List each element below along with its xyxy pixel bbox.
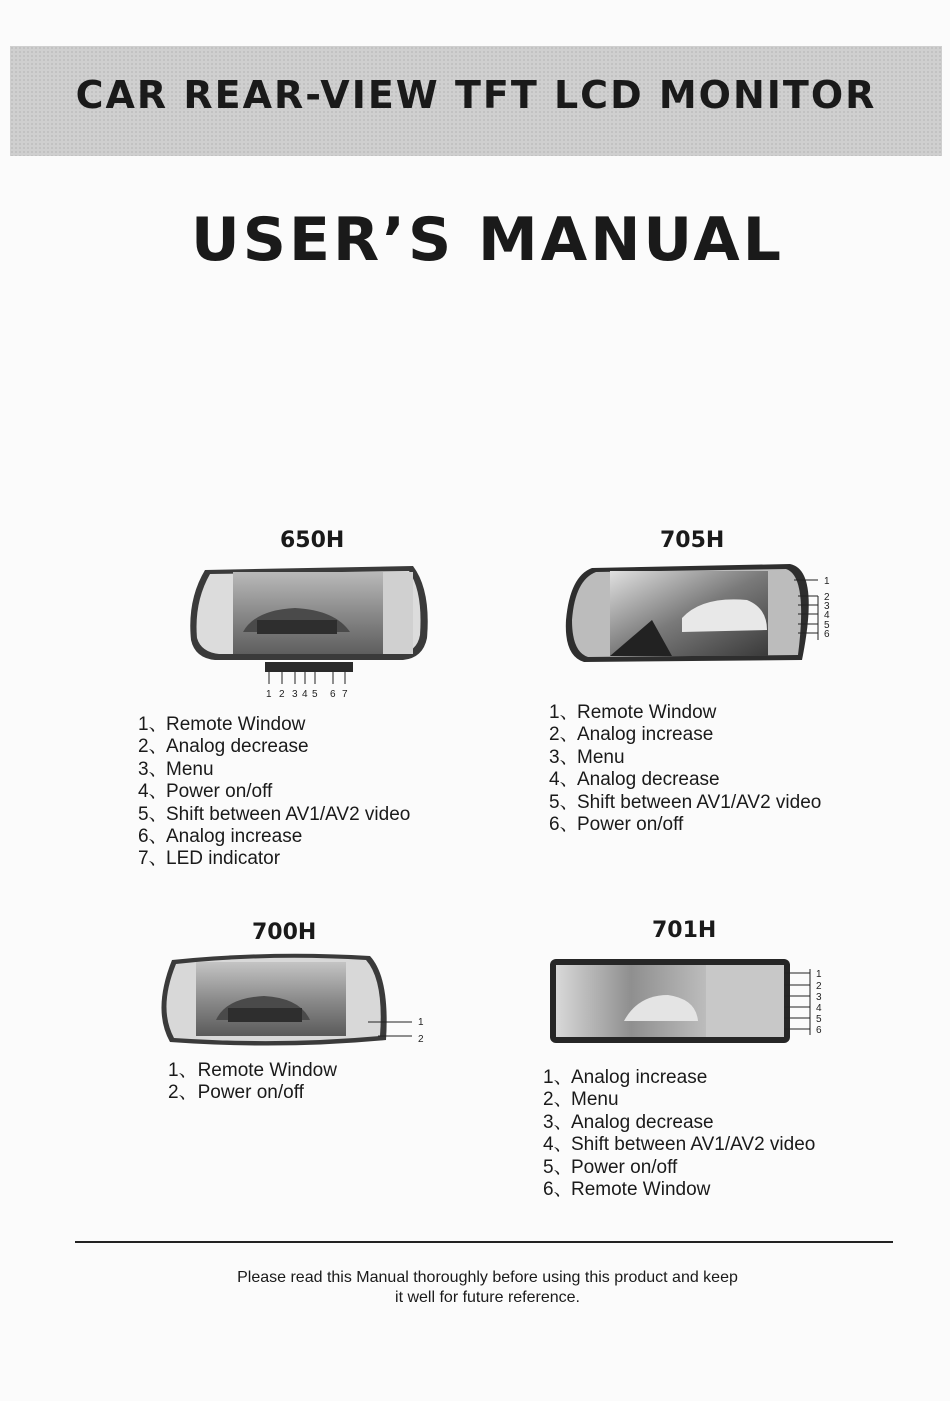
button-number-701h: 1 <box>816 969 822 980</box>
button-number-650h: 3 <box>292 689 298 700</box>
button-numbers-700h <box>418 1017 424 1045</box>
list-item: 1、Remote Window <box>549 702 717 723</box>
model-label-650h: 650H <box>280 528 345 553</box>
list-item: 4、Shift between AV1/AV2 video <box>543 1134 816 1156</box>
button-numbers-650h <box>266 689 348 700</box>
button-number-701h: 6 <box>816 1025 822 1036</box>
monitor-705h-image <box>562 560 862 672</box>
feature-list-705h <box>549 702 821 836</box>
button-number-700h: 2 <box>418 1034 424 1045</box>
button-numbers-705h <box>824 576 830 640</box>
monitor-701h-image <box>548 955 838 1047</box>
model-label-701h: 701H <box>652 918 717 943</box>
list-item: 1、Analog increase <box>543 1067 708 1088</box>
button-number-705h: 4 <box>824 610 830 621</box>
button-number-701h: 3 <box>816 992 822 1003</box>
button-number-701h: 4 <box>816 1003 822 1014</box>
button-number-705h: 6 <box>824 629 830 640</box>
button-number-650h: 6 <box>330 689 336 700</box>
button-number-650h: 4 <box>302 689 308 700</box>
button-numbers-701h <box>816 969 822 1036</box>
banner-title: CAR REAR-VIEW TFT LCD MONITOR <box>75 73 877 117</box>
model-label-705h: 705H <box>660 528 725 553</box>
feature-list-700h <box>168 1060 337 1105</box>
main-title: USER’S MANUAL <box>191 205 784 275</box>
list-item: 1、Remote Window <box>168 1060 337 1081</box>
model-label-700h: 700H <box>252 920 317 945</box>
list-item: 4、Analog decrease <box>549 769 720 791</box>
header-banner <box>10 46 942 156</box>
feature-list-650h <box>138 714 410 871</box>
button-number-705h: 3 <box>824 601 830 612</box>
list-item: 2、Analog decrease <box>138 736 309 758</box>
monitor-650h-image <box>185 560 435 705</box>
button-number-700h: 1 <box>418 1017 424 1028</box>
footer-line-1: Please read this Manual thoroughly before using this product and keep <box>237 1269 738 1286</box>
feature-list-701h <box>543 1067 815 1201</box>
list-item: 6、Power on/off <box>549 814 684 836</box>
list-item: 4、Power on/off <box>138 781 273 803</box>
list-item: 3、Analog decrease <box>543 1111 714 1133</box>
button-number-705h: 5 <box>824 620 830 631</box>
list-item: 1、Remote Window <box>138 714 306 735</box>
button-number-701h: 5 <box>816 1014 822 1025</box>
button-number-650h: 2 <box>279 689 285 700</box>
monitor-700h-image <box>150 950 440 1050</box>
list-item: 5、Power on/off <box>543 1156 678 1178</box>
list-item: 2、Analog increase <box>549 724 714 746</box>
footer-line-2: it well for future reference. <box>395 1289 580 1306</box>
list-item: 6、Analog increase <box>138 826 303 848</box>
button-number-650h: 7 <box>342 689 348 700</box>
list-item: 2、Power on/off <box>168 1082 304 1104</box>
button-number-705h: 1 <box>824 576 830 587</box>
footer-divider <box>75 1241 893 1243</box>
list-item: 3、Menu <box>549 746 625 768</box>
list-item: 7、LED indicator <box>138 848 281 870</box>
list-item: 5、Shift between AV1/AV2 video <box>138 803 411 825</box>
list-item: 5、Shift between AV1/AV2 video <box>549 791 822 813</box>
button-number-650h: 1 <box>266 689 272 700</box>
button-number-701h: 2 <box>816 981 822 992</box>
footer-note <box>0 1268 950 1308</box>
list-item: 2、Menu <box>543 1089 619 1111</box>
button-number-650h: 5 <box>312 689 318 700</box>
list-item: 3、Menu <box>138 758 214 780</box>
list-item: 6、Remote Window <box>543 1179 711 1201</box>
button-number-705h: 2 <box>824 592 830 603</box>
